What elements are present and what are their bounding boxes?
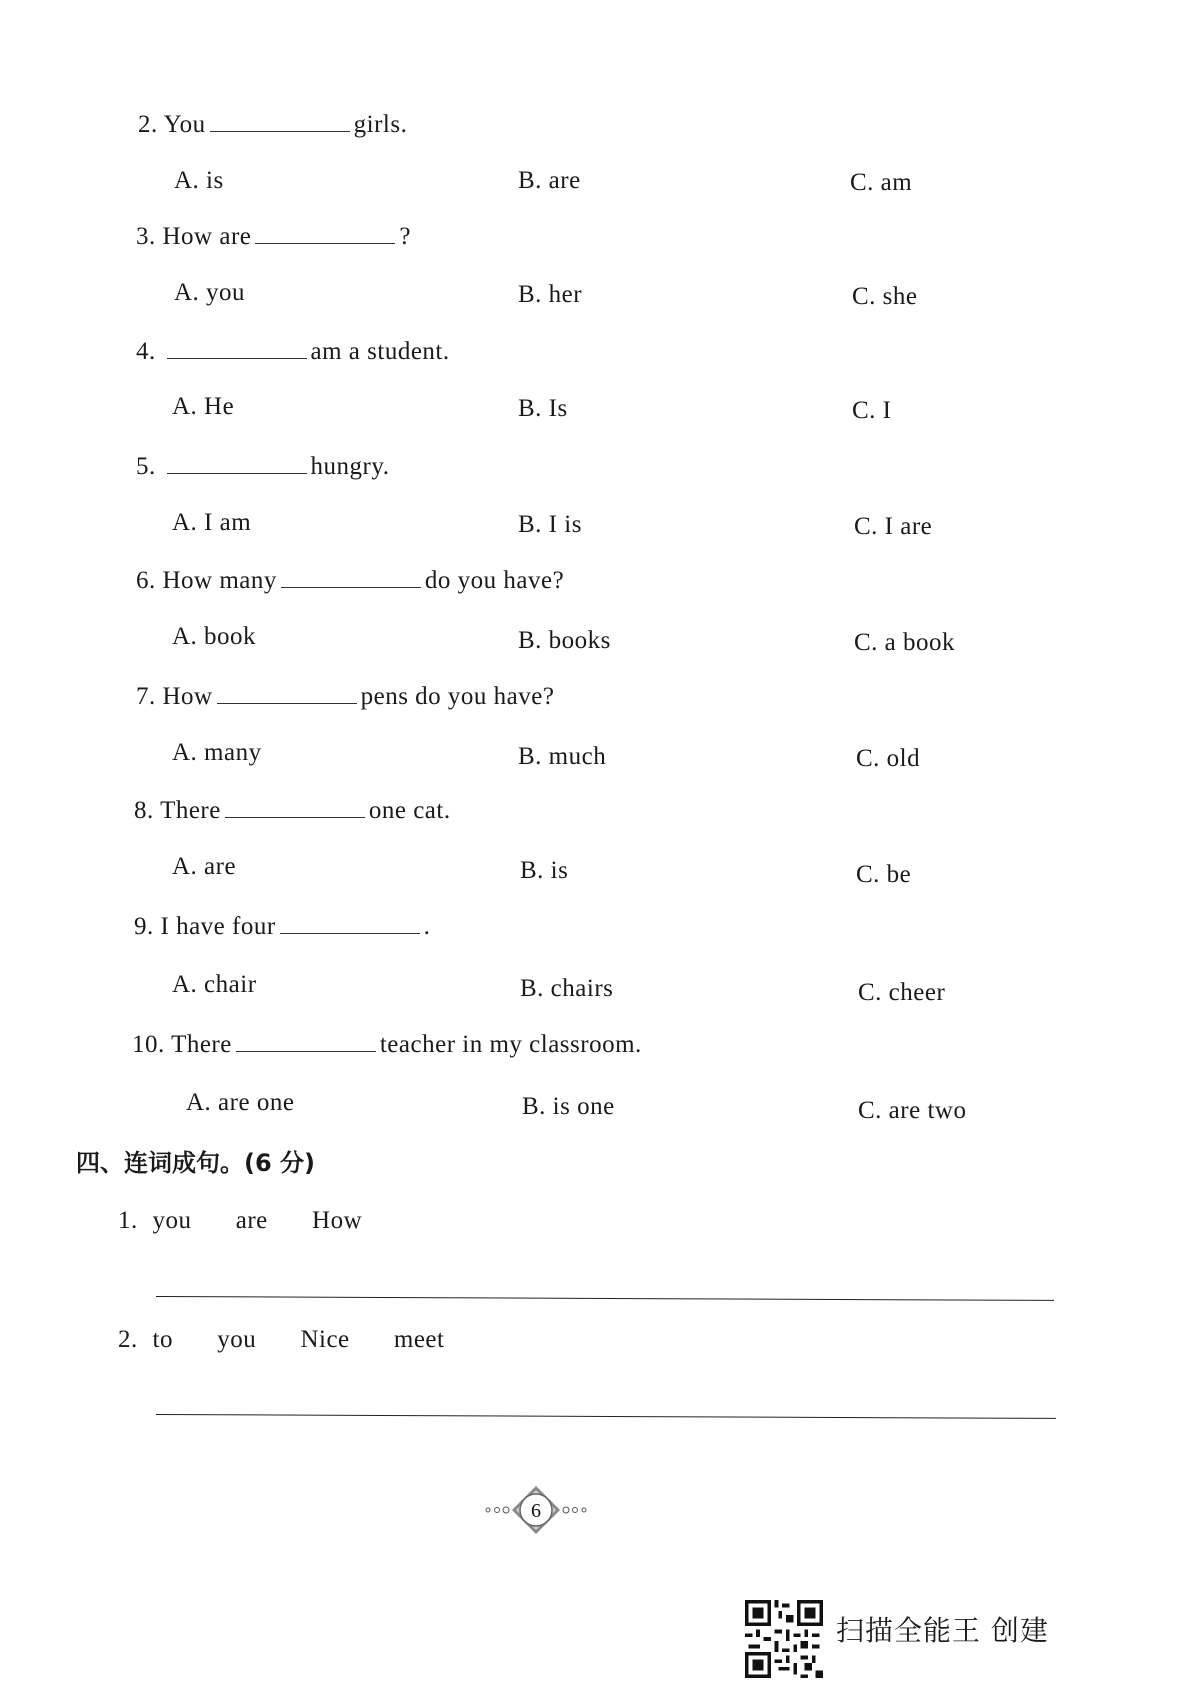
answer-line-1[interactable] xyxy=(156,1296,1054,1301)
page-number-badge xyxy=(510,1484,562,1536)
option-b[interactable]: B. Is xyxy=(518,395,568,422)
question-stem: 10. There teacher in my classroom. xyxy=(132,1031,642,1058)
option-b[interactable]: B. her xyxy=(518,281,583,308)
option-b[interactable]: B. is xyxy=(520,857,569,884)
question-stem: 9. I have four . xyxy=(134,913,431,940)
option-c[interactable]: C. a book xyxy=(854,629,956,656)
option-c[interactable]: C. old xyxy=(856,745,921,772)
option-b[interactable]: B. books xyxy=(518,627,611,654)
option-c[interactable]: C. am xyxy=(850,169,913,196)
answer-blank[interactable] xyxy=(167,338,307,359)
answer-blank[interactable] xyxy=(225,797,365,818)
answer-blank[interactable] xyxy=(281,567,421,588)
answer-blank[interactable] xyxy=(280,913,420,934)
option-a[interactable]: A. chair xyxy=(172,971,257,998)
option-a[interactable]: A. are xyxy=(172,853,237,880)
answer-blank[interactable] xyxy=(210,111,350,132)
option-c[interactable]: C. be xyxy=(856,861,912,888)
question-stem: 4. am a student. xyxy=(136,338,450,365)
reorder-item-1: 1. you are How xyxy=(118,1207,363,1234)
answer-blank[interactable] xyxy=(217,683,357,704)
reorder-item-2: 2. to you Nice meet xyxy=(118,1326,445,1353)
option-a[interactable]: A. is xyxy=(174,167,224,194)
page-number: 6 xyxy=(531,1500,541,1522)
option-b[interactable]: B. chairs xyxy=(520,975,614,1002)
option-a[interactable]: A. He xyxy=(172,393,235,420)
question-stem: 5. hungry. xyxy=(136,453,390,480)
option-a[interactable]: A. you xyxy=(174,279,246,306)
option-a[interactable]: A. many xyxy=(172,739,262,766)
section-heading: 四、连词成句。(6 分) xyxy=(76,1149,315,1177)
option-c[interactable]: C. I xyxy=(852,397,892,424)
answer-blank[interactable] xyxy=(167,453,307,474)
option-b[interactable]: B. I is xyxy=(518,511,582,538)
answer-blank[interactable] xyxy=(255,223,395,244)
question-stem: 6. How many do you have? xyxy=(136,567,565,594)
option-b[interactable]: B. are xyxy=(518,167,581,194)
qr-code-icon xyxy=(745,1600,823,1678)
answer-blank[interactable] xyxy=(236,1031,376,1052)
scanner-watermark: 扫描全能王 创建 xyxy=(836,1614,1049,1647)
question-stem: 7. How pens do you have? xyxy=(136,683,555,710)
answer-line-2[interactable] xyxy=(156,1414,1056,1419)
question-stem: 2. You girls. xyxy=(138,111,408,138)
question-stem: 3. How are ? xyxy=(136,223,411,250)
option-b[interactable]: B. is one xyxy=(522,1093,615,1120)
option-b[interactable]: B. much xyxy=(518,743,607,770)
option-a[interactable]: A. I am xyxy=(172,509,252,536)
question-stem: 8. There one cat. xyxy=(134,797,451,824)
option-c[interactable]: C. she xyxy=(852,283,918,310)
option-a[interactable]: A. book xyxy=(172,623,257,650)
option-c[interactable]: C. I are xyxy=(854,513,933,540)
option-c[interactable]: C. are two xyxy=(858,1097,967,1124)
option-c[interactable]: C. cheer xyxy=(858,979,946,1006)
option-a[interactable]: A. are one xyxy=(186,1089,295,1116)
